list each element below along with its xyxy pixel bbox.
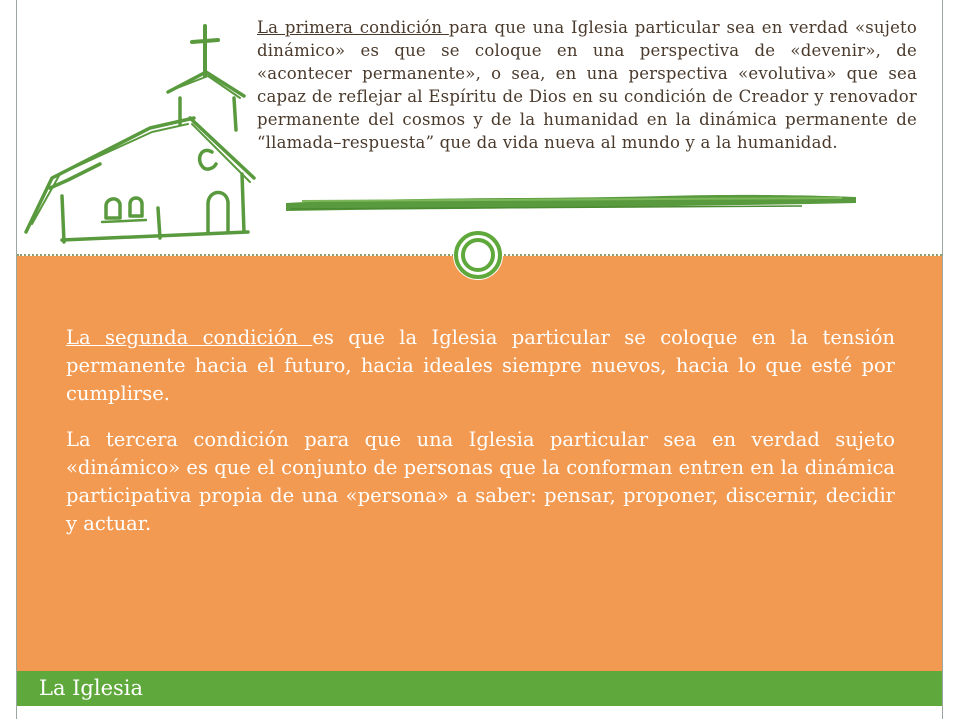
paragraph-2-text: es que la Iglesia particular se coloque en la tensión permanente hacia el futuro, hacia ideales siempre nuevos, hacia lo que esté por cumplirse. bbox=[66, 326, 895, 405]
paragraph-segunda-condicion bbox=[66, 324, 895, 408]
paragraph-2-lead: La segunda condición bbox=[66, 326, 313, 349]
footer-title: La Iglesia bbox=[39, 676, 144, 700]
ring-ornament-icon bbox=[452, 229, 504, 281]
footer-bar bbox=[17, 671, 942, 706]
paragraph-1-text: para que una Iglesia particular sea en verdad «sujeto dinámico» es que se coloque en una perspectiva de «devenir», de «acontecer permanente», o sea, en una perspectiva «evolutiva» que sea capaz de reflejar al Espíritu de Dios en su condición de Creador y renovador permanente del cosmos y de la humanidad en la dinámica permanente de “llamada–respuesta” que da vida nueva al mundo y a la humanidad. bbox=[257, 18, 917, 152]
paragraph-1-lead: La primera condición bbox=[257, 18, 449, 37]
paragraph-primera-condicion bbox=[257, 16, 917, 154]
church-sketch-icon bbox=[22, 18, 256, 246]
orange-panel-text bbox=[66, 324, 895, 556]
brush-stroke-decoration bbox=[282, 187, 860, 223]
paragraph-tercera-condicion: La tercera condición para que una Iglesia particular sea en verdad sujeto «dinámico» es que el conjunto de personas que la conforman entren en la dinámica participativa propia de una «persona» a saber: pensar, proponer, discernir, decidir y actuar. bbox=[66, 428, 895, 535]
